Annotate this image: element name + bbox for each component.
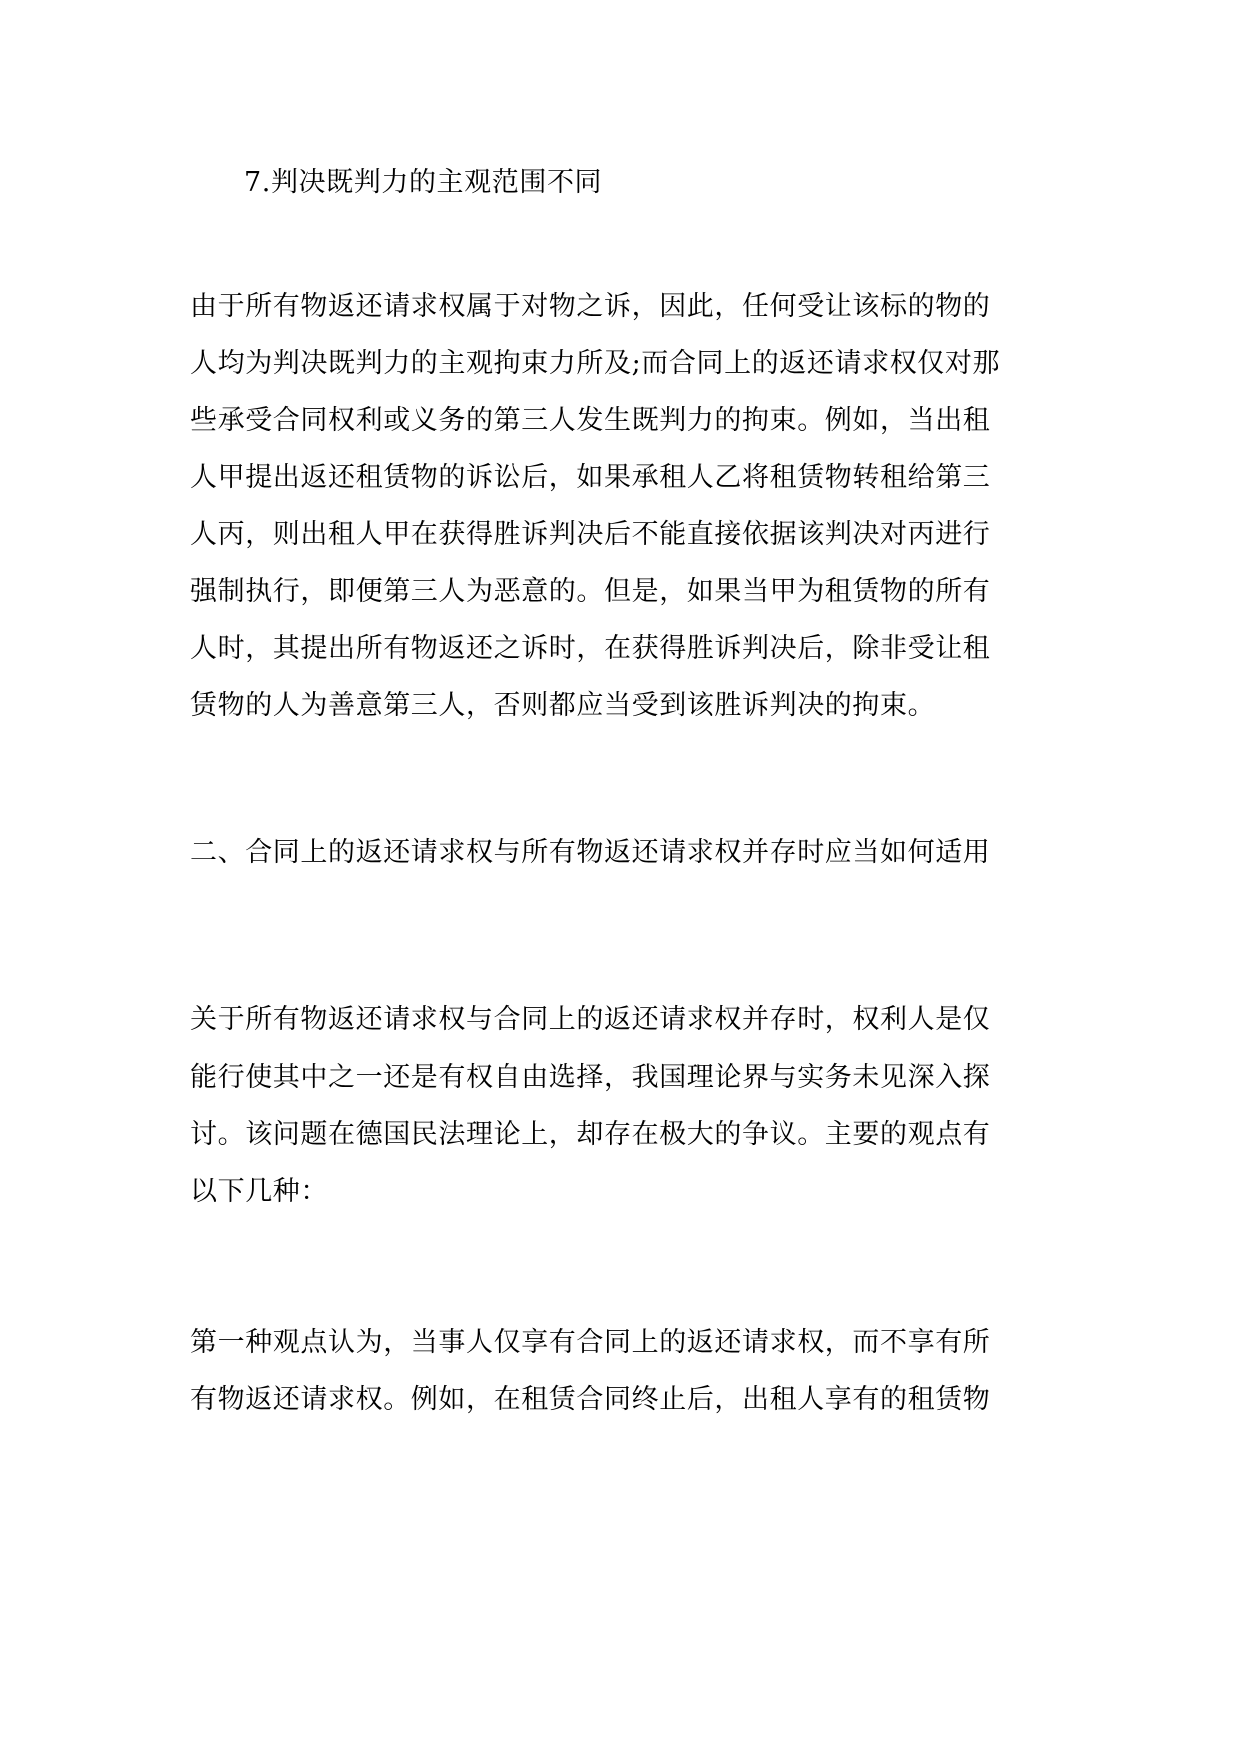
- section-2-heading: 二、合同上的返还请求权与所有物返还请求权并存时应当如何适用: [190, 837, 991, 868]
- paragraph-1-line-4: 人甲提出返还租赁物的诉讼后，如果承租人乙将租赁物转租给第三: [190, 462, 991, 493]
- paragraph-1-line-7: 人时，其提出所有物返还之诉时，在获得胜诉判决后，除非受让租: [190, 633, 991, 664]
- paragraph-1-line-6: 强制执行，即便第三人为恶意的。但是，如果当甲为租赁物的所有: [190, 576, 991, 607]
- paragraph-2-line-1: 关于所有物返还请求权与合同上的返还请求权并存时，权利人是仅: [190, 1004, 991, 1035]
- paragraph-2-line-2: 能行使其中之一还是有权自由选择，我国理论界与实务未见深入探: [190, 1062, 991, 1093]
- paragraph-1-line-2: 人均为判决既判力的主观拘束力所及;而合同上的返还请求权仅对那: [190, 348, 1001, 379]
- paragraph-1-line-5: 人丙，则出租人甲在获得胜诉判决后不能直接依据该判决对丙进行: [190, 519, 991, 550]
- paragraph-1-line-1: 由于所有物返还请求权属于对物之诉，因此，任何受让该标的物的: [190, 291, 991, 322]
- paragraph-1-line-8: 赁物的人为善意第三人，否则都应当受到该胜诉判决的拘束。: [190, 690, 936, 721]
- heading-7: 7.判决既判力的主观范围不同: [244, 167, 603, 198]
- paragraph-2-line-3: 讨。该问题在德国民法理论上，却存在极大的争议。主要的观点有: [190, 1119, 991, 1150]
- paragraph-3-line-1: 第一种观点认为，当事人仅享有合同上的返还请求权，而不享有所: [190, 1327, 991, 1358]
- paragraph-2-line-4: 以下几种：: [190, 1176, 328, 1207]
- paragraph-3-line-2: 有物返还请求权。例如，在租赁合同终止后，出租人享有的租赁物: [190, 1384, 991, 1415]
- paragraph-1-line-3: 些承受合同权利或义务的第三人发生既判力的拘束。例如，当出租: [190, 405, 991, 436]
